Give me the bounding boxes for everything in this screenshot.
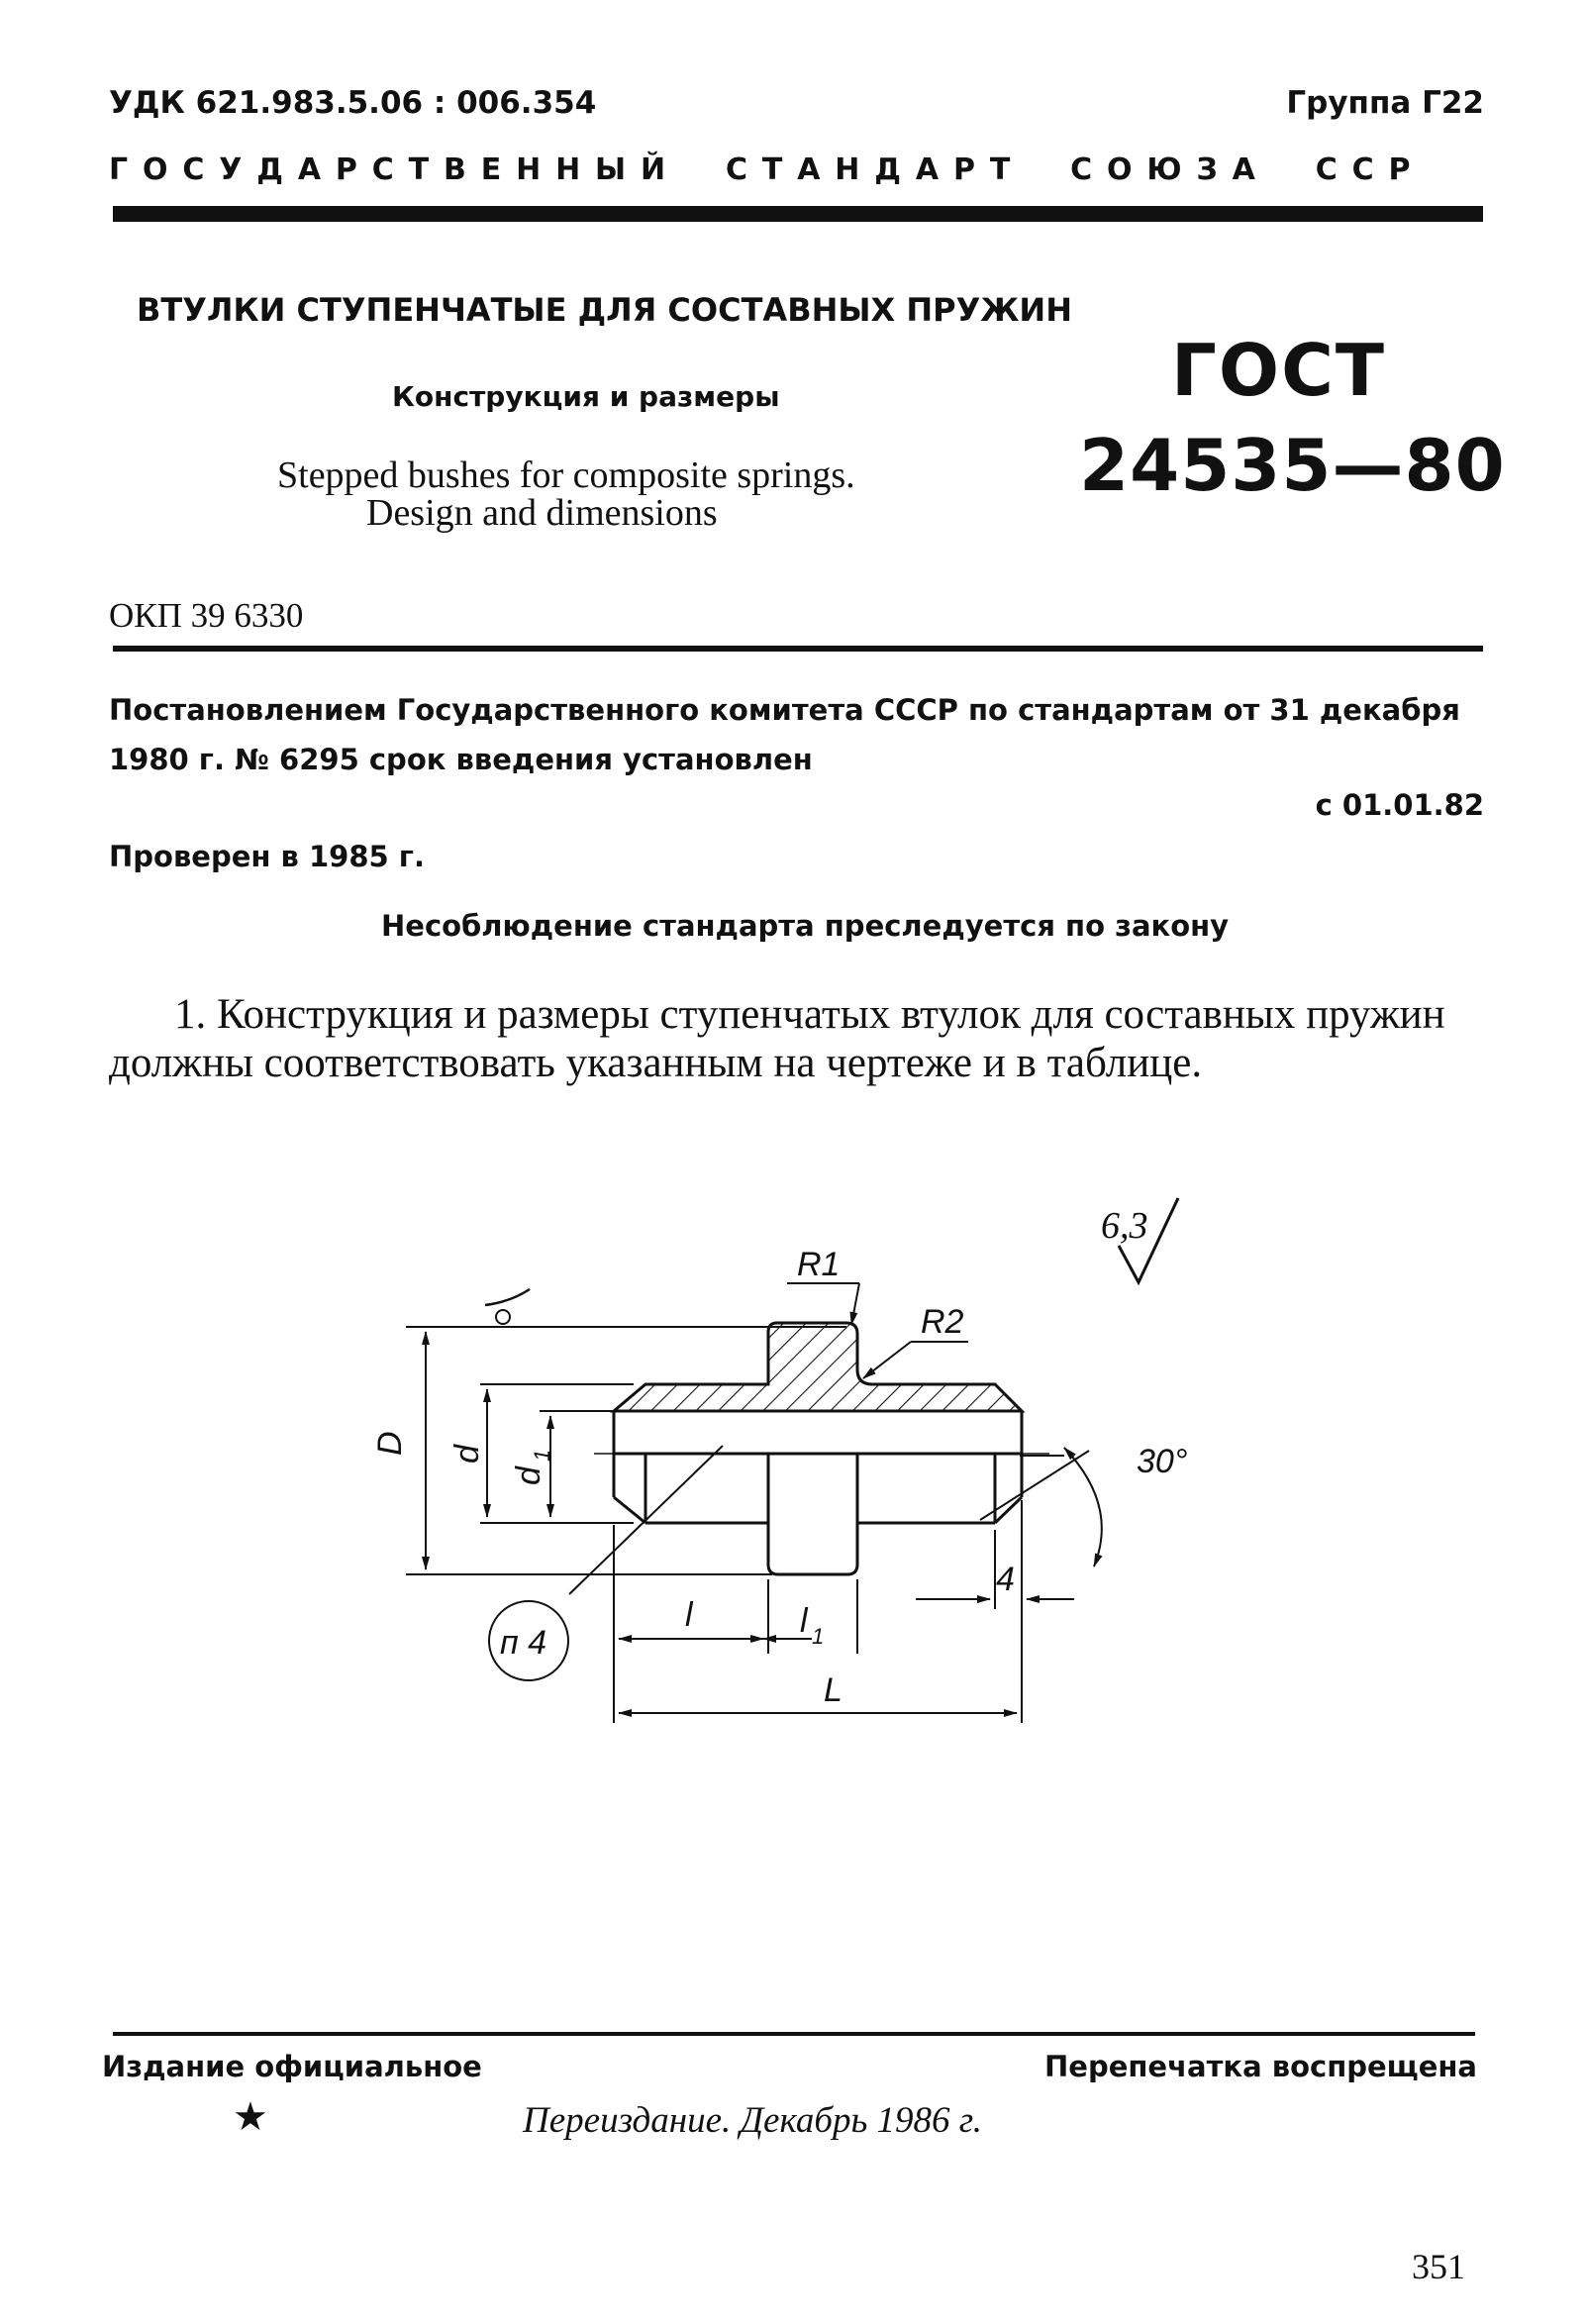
- effective-date: с 01.01.82: [1315, 788, 1484, 822]
- group-code: Группа Г22: [1286, 85, 1484, 121]
- label-angle: 30°: [1137, 1443, 1188, 1480]
- label-d1-sub: 1: [530, 1449, 554, 1462]
- decree-line-1: Постановлением Государственного комитета СССР по стандартам от 31 декабря: [109, 693, 1460, 727]
- label-L: L: [824, 1671, 843, 1709]
- udk-code: УДК 621.983.5.06 : 006.354: [109, 85, 597, 121]
- label-l1: l: [800, 1602, 808, 1640]
- label-d: d: [448, 1445, 486, 1464]
- edition-note: Издание официальное: [102, 2050, 482, 2083]
- label-l1-sub: 1: [812, 1624, 825, 1649]
- label-4: 4: [996, 1561, 1015, 1598]
- decree-line-2: 1980 г. № 6295 срок введения установлен: [109, 743, 813, 776]
- legal-warning: Несоблюдение стандарта преследуется по закону: [381, 909, 1230, 943]
- roughness-value: 6,3: [1101, 1205, 1148, 1247]
- okp-code: ОКП 39 6330: [109, 596, 304, 635]
- footer-rule: [113, 2032, 1475, 2036]
- gost-number: 24535—80: [1079, 424, 1506, 507]
- label-hole-count: п 4: [500, 1624, 547, 1662]
- english-title-line-2: Design and dimensions: [366, 492, 718, 534]
- gost-label: ГОСТ: [1171, 329, 1387, 412]
- roughness-symbol: [1101, 1198, 1178, 1282]
- label-l: l: [685, 1596, 693, 1634]
- label-radius-2: R2: [921, 1303, 964, 1341]
- checked-note: Проверен в 1985 г.: [109, 840, 425, 873]
- label-D: D: [371, 1431, 409, 1456]
- bush-body: [594, 1323, 1049, 1574]
- label-d1: d: [510, 1466, 547, 1485]
- state-standard-word: СТАНДАРТ: [726, 152, 1026, 187]
- document-subtitle: Конструкция и размеры: [392, 380, 780, 413]
- star-mark: ★: [233, 2094, 268, 2140]
- reissue-note: Переиздание. Декабрь 1986 г.: [523, 2100, 982, 2141]
- page-number: 351: [1412, 2247, 1465, 2286]
- label-radius-1: R1: [797, 1246, 841, 1283]
- reprint-note: Перепечатка воспрещена: [1044, 2050, 1477, 2083]
- state-standard-word: ГОСУДАРСТВЕННЫЙ: [109, 152, 680, 187]
- english-title-line-1: Stepped bushes for composite springs.: [277, 455, 855, 496]
- clause-1-text: 1. Конструкция и размеры ступенчатых втулок для составных пружин должны соответствовать указанным на чертеже и в таблице.: [109, 991, 1445, 1086]
- state-standard-word: СОЮЗА: [1070, 152, 1270, 187]
- document-title: ВТУЛКИ СТУПЕНЧАТЫЕ ДЛЯ СОСТАВНЫХ ПРУЖИН: [137, 291, 1072, 329]
- state-standard-word: ССР: [1315, 152, 1426, 187]
